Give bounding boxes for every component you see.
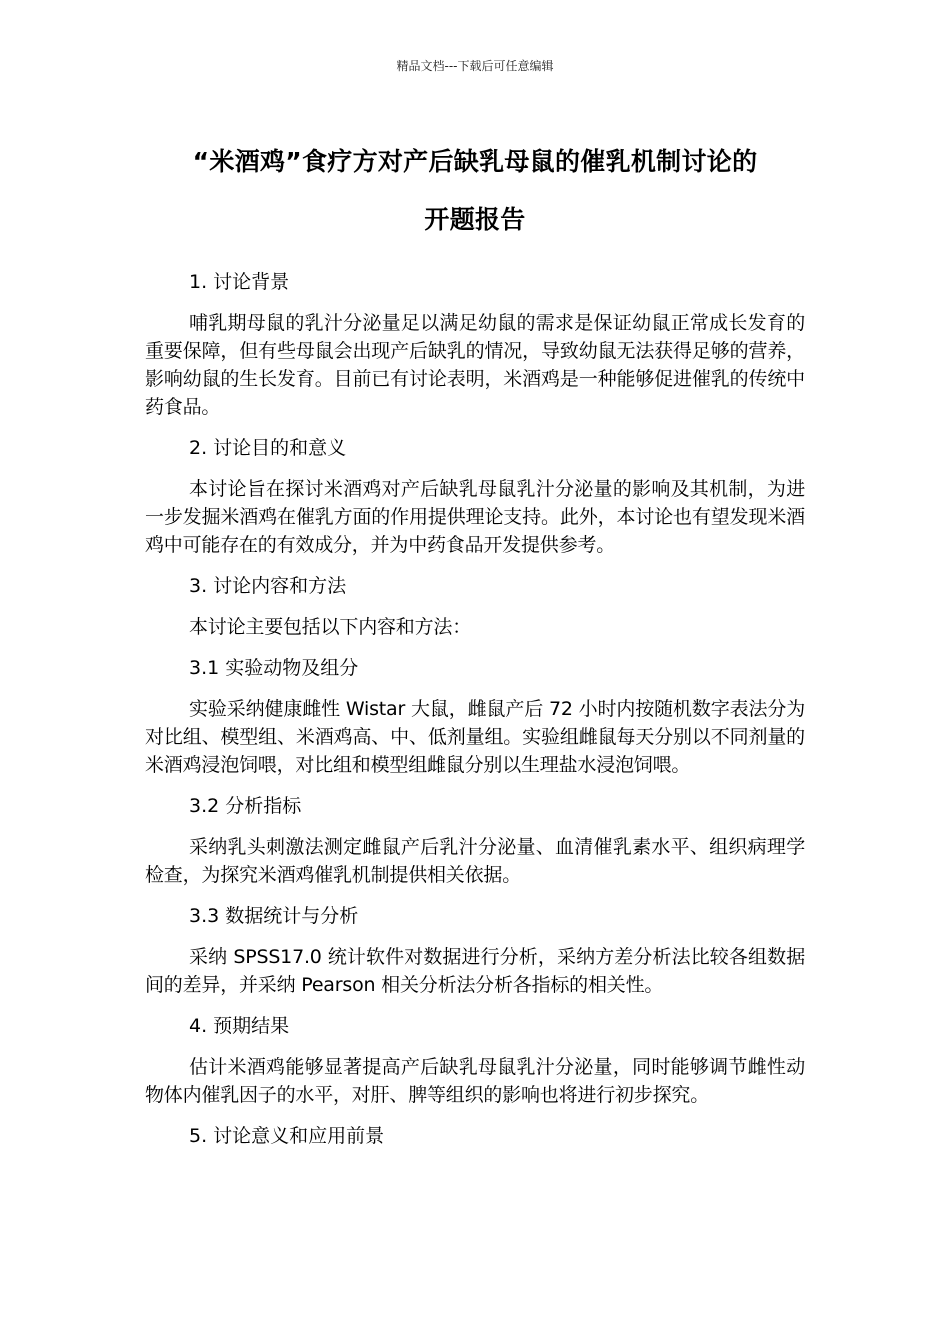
section-paragraph-3-3: 采纳 SPSS17.0 统计软件对数据进行分析，采纳方差分析法比较各组数据间的差异，并采纳 Pearson 相关分析法分析各指标的相关性。 [145,946,805,996]
section-heading-2: 2. 讨论目的和意义 [189,437,347,459]
section-paragraph-3-1: 实验采纳健康雌性 Wistar 大鼠，雌鼠产后 72 小时内按随机数字表法分为对比组、模型组、米酒鸡高、中、低剂量组。实验组雌鼠每天分别以不同剂量的米酒鸡浸泡饲喂，对比组和模型组雌鼠分别以生理盐水浸泡饲喂。 [145,698,805,776]
section-paragraph-3-2: 采纳乳头刺激法测定雌鼠产后乳汁分泌量、血清催乳素水平、组织病理学检查，为探究米酒鸡催乳机制提供相关依据。 [145,836,805,886]
document-body [145,268,805,1163]
section-paragraph-3: 本讨论主要包括以下内容和方法： [189,616,472,638]
header-note: 精品文档---下载后可任意编辑 [396,59,554,73]
document-title [145,133,805,249]
section-heading-3-2: 3.2 分析指标 [189,795,302,817]
section-heading-5: 5. 讨论意义和应用前景 [189,1125,385,1147]
title-line-2: 开题报告 [424,205,526,234]
section-heading-1: 1. 讨论背景 [189,271,290,293]
section-paragraph-1: 哺乳期母鼠的乳汁分泌量足以满足幼鼠的需求是保证幼鼠正常成长发育的重要保障，但有些母鼠会出现产后缺乳的情况，导致幼鼠无法获得足够的营养，影响幼鼠的生长发育。目前已有讨论表明，米酒鸡是一种能够促进催乳的传统中药食品。 [145,312,805,418]
title-line-1: “米酒鸡”食疗方对产后缺乳母鼠的催乳机制讨论的 [192,147,758,176]
section-heading-4: 4. 预期结果 [189,1015,290,1037]
section-heading-3-3: 3.3 数据统计与分析 [189,905,359,927]
section-heading-3: 3. 讨论内容和方法 [189,575,347,597]
section-heading-3-1: 3.1 实验动物及组分 [189,657,359,679]
section-paragraph-4: 估计米酒鸡能够显著提高产后缺乳母鼠乳汁分泌量，同时能够调节雌性动物体内催乳因子的水平，对肝、脾等组织的影响也将进行初步探究。 [145,1056,805,1106]
section-paragraph-2: 本讨论旨在探讨米酒鸡对产后缺乳母鼠乳汁分泌量的影响及其机制，为进一步发掘米酒鸡在催乳方面的作用提供理论支持。此外，本讨论也有望发现米酒鸡中可能存在的有效成分，并为中药食品开发提供参考。 [145,478,805,556]
